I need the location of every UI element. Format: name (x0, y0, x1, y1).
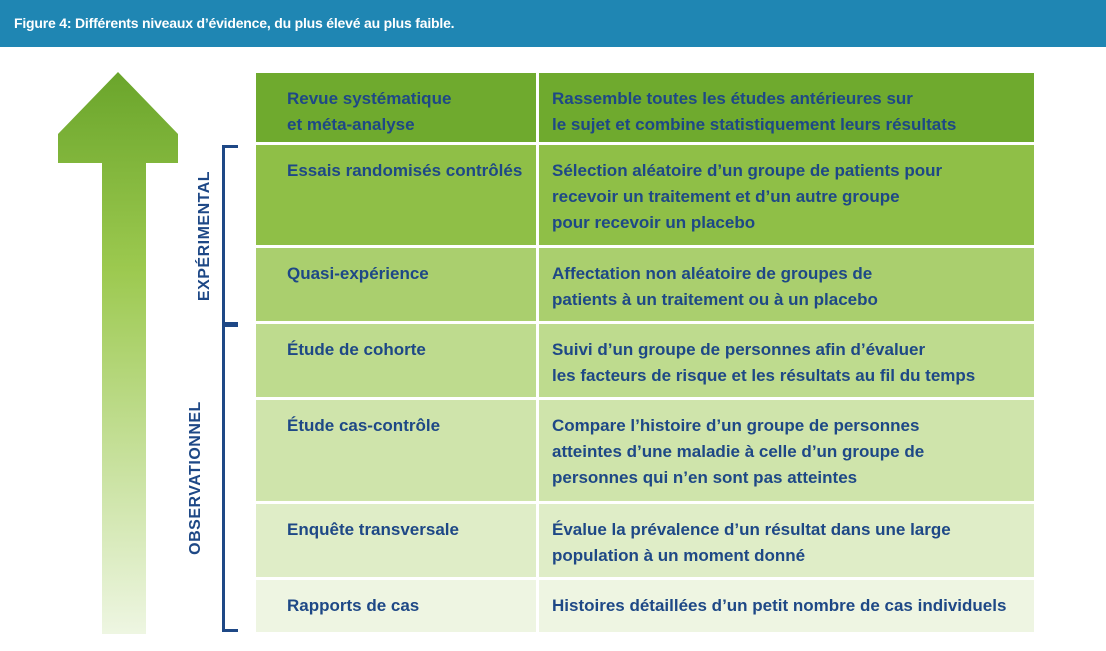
row-description: Affectation non aléatoire de groupes de patients à un traitement ou à un placebo (539, 248, 1034, 321)
evidence-row-case-control (256, 400, 1034, 501)
row-name: Rapports de cas (256, 580, 536, 632)
figure-header (0, 0, 1106, 47)
row-description: Rassemble toutes les études antérieures sur le sujet et combine statistiquement leurs résultats (539, 73, 1034, 142)
row-name: Essais randomisés contrôlés (256, 145, 536, 245)
evidence-row-case-reports (256, 580, 1034, 632)
row-description: Histoires détaillées d’un petit nombre de cas individuels (539, 580, 1034, 632)
figure-title: Figure 4: Différents niveaux d’évidence, du plus élevé au plus faible. (14, 15, 455, 31)
arrow-shape (58, 72, 178, 634)
observational-bracket (222, 322, 238, 632)
evidence-arrow (58, 72, 178, 634)
evidence-row-quasi-experiment (256, 248, 1034, 321)
evidence-row-rct (256, 145, 1034, 245)
row-name: Quasi-expérience (256, 248, 536, 321)
experimental-bracket (222, 145, 238, 327)
row-description: Sélection aléatoire d’un groupe de patients pour recevoir un traitement et d’un autre groupe pour recevoir un placebo (539, 145, 1034, 245)
evidence-row-cross-sectional (256, 504, 1034, 577)
row-description: Évalue la prévalence d’un résultat dans une large population à un moment donné (539, 504, 1034, 577)
row-description: Suivi d’un groupe de personnes afin d’évaluer les facteurs de risque et les résultats au fil du temps (539, 324, 1034, 397)
row-name: Revue systématique et méta-analyse (256, 73, 536, 142)
row-name: Étude de cohorte (256, 324, 536, 397)
row-name: Étude cas-contrôle (256, 400, 536, 501)
row-description: Compare l’histoire d’un groupe de personnes atteintes d’une maladie à celle d’un groupe de personnes qui n’en sont pas atteintes (539, 400, 1034, 501)
evidence-row-cohort (256, 324, 1034, 397)
observational-label: OBSERVATIONNEL (187, 401, 204, 555)
experimental-label: EXPÉRIMENTAL (196, 170, 213, 302)
evidence-row-systematic-review (256, 73, 1034, 142)
row-name: Enquête transversale (256, 504, 536, 577)
